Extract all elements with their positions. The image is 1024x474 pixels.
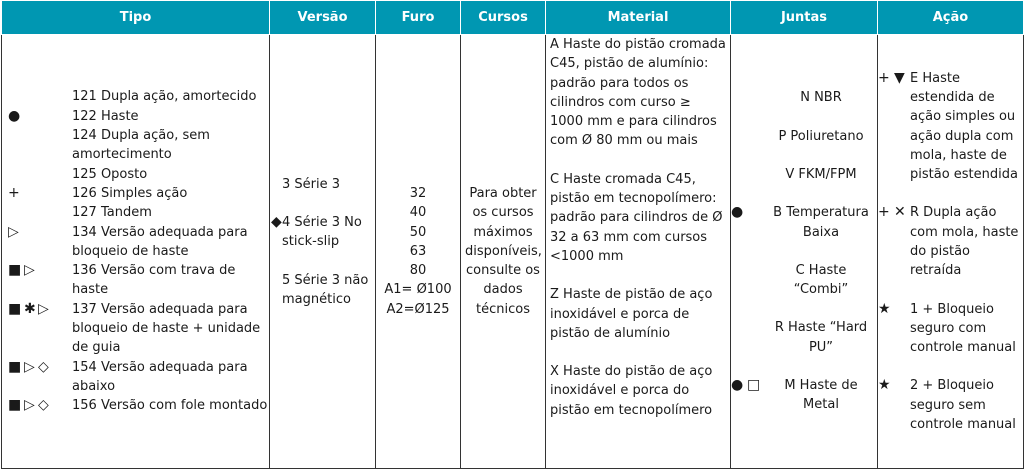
triangle-right-outline-icon: ▷ <box>8 223 19 240</box>
acao-text: R Dupla ação com mola, haste do pistão retraída <box>910 205 1019 279</box>
specification-table <box>1 0 1024 469</box>
filled-triangle-down-icon: ▼ <box>894 69 905 86</box>
filled-circle-icon: ● <box>731 377 744 394</box>
juntas-text: M Haste de Metal <box>784 378 858 413</box>
juntas-text: R Haste “Hard PU” <box>774 320 868 355</box>
furo-value: 40 <box>409 205 427 221</box>
acao-cell <box>878 35 1024 469</box>
plus-icon: + <box>878 204 890 221</box>
tipo-text: 126 Simples ação <box>72 185 188 201</box>
furo-value: 32 <box>409 185 427 201</box>
icon-group <box>878 69 910 88</box>
tipo-text: 127 Tandem <box>72 205 152 221</box>
icon-group <box>8 377 72 396</box>
acao-item <box>878 300 1023 358</box>
icon-group <box>731 127 771 146</box>
icon-group <box>8 338 72 357</box>
versao-item <box>282 271 375 310</box>
filled-circle-icon: ● <box>8 107 21 124</box>
furo-value: A2=Ø125 <box>386 301 450 317</box>
icon-group <box>731 261 771 280</box>
icon-group <box>8 107 72 126</box>
tipo-cell <box>2 35 270 469</box>
cursos-text: Para obter os cursos máximos disponíveis, consulte os dados técnicos <box>465 185 542 317</box>
versao-text: 5 Série 3 não magnético <box>282 272 369 307</box>
icon-group <box>731 318 771 337</box>
icon-group <box>8 358 72 377</box>
filled-square-icon: ■ <box>8 262 22 279</box>
icon-group <box>8 145 72 164</box>
header-row <box>2 1 1024 35</box>
acao-text: 2 + Bloqueio seguro sem controle manual <box>910 378 1016 433</box>
icon-group <box>8 396 72 415</box>
cursos-cell <box>461 35 546 469</box>
icon-group <box>8 300 72 319</box>
triangle-right-outline-icon: ▷ <box>24 262 35 279</box>
acao-text: 1 + Bloqueio seguro com controle manual <box>910 301 1016 356</box>
tipo-line <box>8 107 269 126</box>
icon-group <box>8 280 72 299</box>
diamond-outline-icon: ◇ <box>38 358 49 375</box>
triangle-right-outline-icon: ▷ <box>24 397 35 414</box>
juntas-text: B Temperatura Baixa <box>773 205 869 240</box>
icon-group <box>8 203 72 222</box>
icon-group <box>731 376 771 395</box>
tipo-line <box>8 338 269 357</box>
tipo-line <box>8 300 269 319</box>
header-juntas: Juntas <box>731 1 878 35</box>
star-icon: ★ <box>878 300 891 317</box>
icon-group <box>731 165 771 184</box>
material-item: X Haste do pistão de aço inoxidável e porca do pistão em tecnopolímero <box>550 364 713 418</box>
header-versao: Versão <box>270 1 376 35</box>
filled-square-icon: ■ <box>8 397 22 414</box>
icon-group <box>8 126 72 145</box>
tipo-line <box>8 377 269 396</box>
tipo-line <box>8 87 269 106</box>
header-tipo: Tipo <box>2 1 270 35</box>
material-item: C Haste cromada C45, pistão em tecnopolímero: padrão para cilindros de Ø 32 a 63 mm com cursos <1000 mm <box>550 171 723 264</box>
tipo-line <box>8 261 269 280</box>
tipo-text: 122 Haste <box>72 108 139 124</box>
material-cell <box>546 35 731 469</box>
icon-group <box>878 300 910 319</box>
juntas-item <box>731 88 877 107</box>
asterisk-icon: ✱ <box>24 300 36 317</box>
tipo-line <box>8 223 269 242</box>
square-outline-icon: □ <box>747 377 761 394</box>
tipo-line <box>8 184 269 203</box>
juntas-item <box>731 165 877 184</box>
juntas-item <box>731 261 877 300</box>
filled-square-icon: ■ <box>8 300 22 317</box>
icon-group <box>8 184 72 203</box>
juntas-item <box>731 127 877 146</box>
versao-text: 4 Série 3 No stick-slip <box>282 215 362 250</box>
icon-group <box>8 87 72 106</box>
juntas-text: V FKM/FPM <box>785 166 857 182</box>
tipo-line <box>8 280 269 299</box>
tipo-text: 125 Oposto <box>72 166 148 182</box>
plus-icon: + <box>8 184 20 201</box>
furo-value: 50 <box>409 224 427 240</box>
tipo-text: bloqueio de haste + unidade <box>72 321 261 337</box>
juntas-item <box>731 203 877 242</box>
header-acao: Ação <box>878 1 1024 35</box>
diamond-outline-icon: ◇ <box>38 397 49 414</box>
tipo-line <box>8 242 269 261</box>
material-item: A Haste do pistão cromada C45, pistão de alumínio: padrão para todos os cilindros com curso ≥ 1000 mm e para cilindros com Ø 80 mm ou mais <box>550 37 726 149</box>
tipo-line <box>8 358 269 377</box>
icon-group <box>8 242 72 261</box>
juntas-text: N NBR <box>800 90 842 106</box>
tipo-line <box>8 203 269 222</box>
icon-group <box>8 165 72 184</box>
tipo-line <box>8 126 269 145</box>
acao-text: E Haste estendida de ação simples ou ação dupla com mola, haste de pistão estendida <box>910 70 1018 183</box>
triangle-right-outline-icon: ▷ <box>24 358 35 375</box>
filled-diamond-icon: ◆ <box>271 214 282 231</box>
tipo-text: 154 Versão adequada para <box>72 359 248 375</box>
tipo-text: haste <box>72 282 109 298</box>
juntas-item <box>731 376 877 415</box>
icon-group <box>8 223 72 242</box>
juntas-item <box>731 318 877 357</box>
tipo-text: amortecimento <box>72 147 172 163</box>
icon-group <box>878 376 910 395</box>
furo-value: 80 <box>409 263 427 279</box>
tipo-text: 136 Versão com trava de <box>72 263 236 279</box>
versao-text: 3 Série 3 <box>282 176 341 192</box>
icon-group <box>731 203 771 222</box>
furo-value: 63 <box>409 243 427 259</box>
tipo-line <box>8 396 269 415</box>
tipo-text: 124 Dupla ação, sem <box>72 128 210 144</box>
juntas-text: P Poliuretano <box>778 128 864 144</box>
furo-cell <box>376 35 461 469</box>
tipo-text: 134 Versão adequada para <box>72 224 248 240</box>
acao-item <box>878 376 1023 434</box>
juntas-text: C Haste “Combi” <box>793 262 849 298</box>
tipo-text: abaixo <box>72 378 116 394</box>
material-item: Z Haste de pistão de aço inoxidável e porca de pistão de alumínio <box>550 287 713 341</box>
icon-group <box>731 88 771 107</box>
tipo-line <box>8 145 269 164</box>
versao-item <box>271 213 375 252</box>
tipo-text: 137 Versão adequada para <box>72 301 248 317</box>
tipo-text: de guia <box>72 340 121 356</box>
triangle-right-outline-icon: ▷ <box>38 300 49 317</box>
header-material: Material <box>546 1 731 35</box>
icon-group <box>8 261 72 280</box>
versao-cell <box>270 35 376 469</box>
tipo-text: 121 Dupla ação, amortecido <box>72 89 257 105</box>
icon-group <box>878 203 910 222</box>
x-icon: ✕ <box>894 204 906 221</box>
header-cursos: Cursos <box>461 1 546 35</box>
filled-circle-icon: ● <box>731 204 744 221</box>
acao-item <box>878 203 1023 280</box>
acao-item <box>878 69 1023 185</box>
plus-icon: + <box>878 69 890 86</box>
star-icon: ★ <box>878 377 891 394</box>
juntas-cell <box>731 35 878 469</box>
furo-value: A1= Ø100 <box>384 282 452 298</box>
body-row <box>2 35 1024 469</box>
tipo-text: 156 Versão com fole montado <box>72 398 268 414</box>
versao-item <box>282 175 375 194</box>
header-furo: Furo <box>376 1 461 35</box>
filled-square-icon: ■ <box>8 358 22 375</box>
tipo-text: bloqueio de haste <box>72 243 189 259</box>
icon-group <box>8 319 72 338</box>
tipo-line <box>8 319 269 338</box>
tipo-line <box>8 165 269 184</box>
